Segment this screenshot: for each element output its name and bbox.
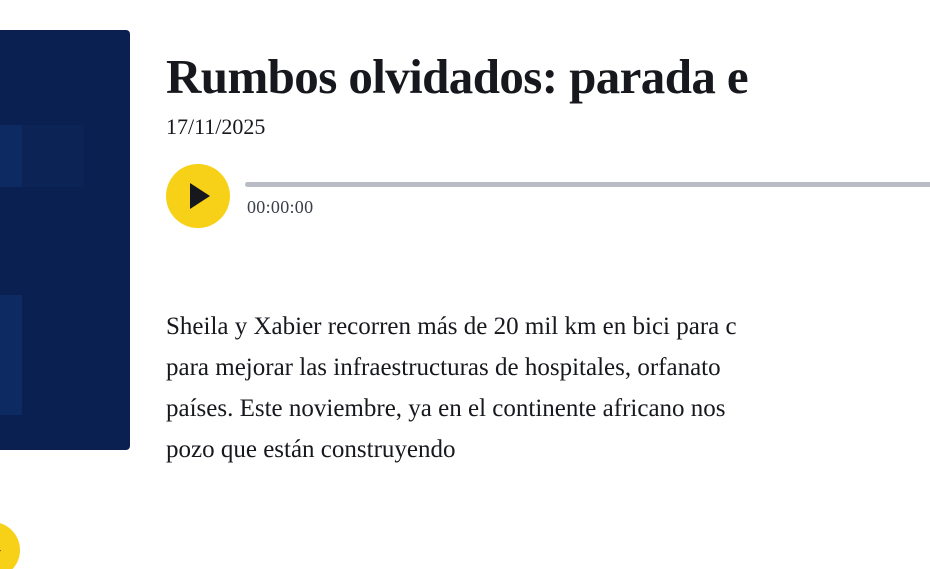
promo-card[interactable] — [0, 30, 130, 450]
promo-title — [0, 215, 130, 319]
decorative-block — [0, 125, 22, 187]
promo-subtitle — [0, 350, 130, 394]
decorative-block — [22, 125, 84, 187]
promo-title-line-1 — [0, 215, 130, 267]
article-lead — [166, 306, 930, 470]
chevron-right-icon — [0, 541, 1, 559]
promo-cta-button[interactable] — [0, 522, 20, 569]
promo-column — [0, 30, 130, 450]
audio-progress-bar[interactable] — [245, 182, 930, 187]
lead-line: países. Este noviembre, ya en el continente africano nos — [166, 395, 726, 422]
lead-line: para mejorar las infraestructuras de hospitales, orfanato — [166, 354, 721, 381]
lead-line: pozo que están construyendo — [166, 436, 456, 463]
lead-line: Sheila y Xabier recorren más de 20 mil km en bici para c — [166, 313, 737, 340]
play-button[interactable] — [166, 164, 230, 228]
publication-date: 17/11/2025 — [166, 114, 266, 139]
play-icon — [190, 183, 210, 209]
audio-player — [166, 164, 930, 230]
page-title: Rumbos olvidados: parada e — [166, 49, 749, 104]
promo-title-line-2 — [0, 267, 130, 319]
audio-current-time: 00:00:00 — [247, 197, 314, 217]
